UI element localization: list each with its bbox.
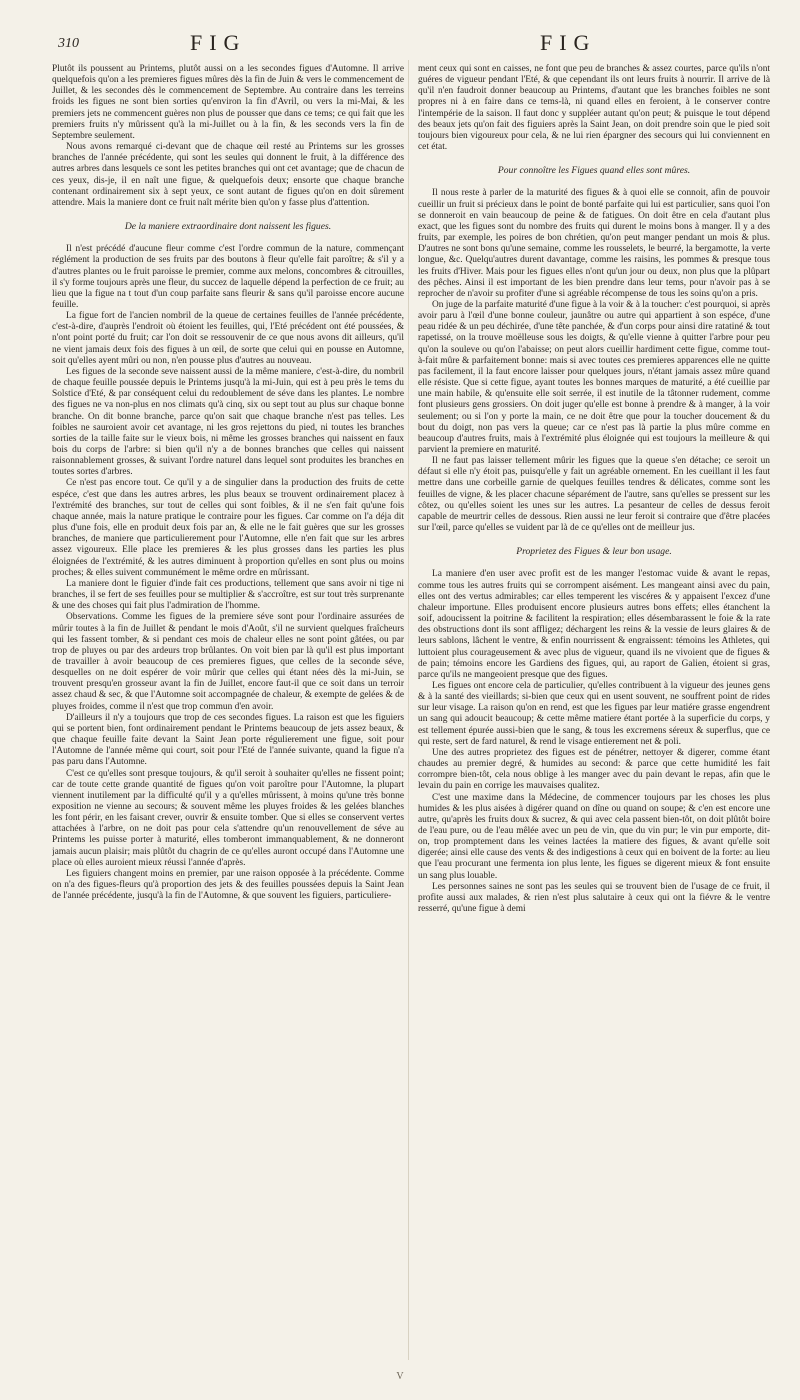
section-heading: Pour connoître les Figues quand elles sont mûres. (497, 165, 691, 177)
paragraph: Les personnes saines ne sont pas les seules qui se trouvent bien de l'usage de ce fruit, il profite aussi aux malades, & rien n'est plus salutaire à ceux qui ont la fiévre & le ventre resserré, qu'une figue à demi (418, 881, 770, 915)
paragraph: Plutôt ils poussent au Printems, plutôt aussi on a les secondes figues d'Automne. Il arrive quelquefois qu'on a les premieres figues mûres dès la fin de Juin & vers le commencement de Juillet, & les secondes dès le commencement de Septembre. Au contraire dans les terreins froids les figues ne sont bien sorties qu'environ la fin d'Avril, ou vers la mi-Mai, & les premiers jets ne commencent guères non plus de pousser que dans ce tems; ce qui fait que les premiers fruits n'y mûrissent qu'à la mi-Juillet ou à la fin, & les seconds vers la fin de Septembre seulement. (52, 64, 404, 141)
paragraph: Il nous reste à parler de la maturité des figues & à quoi elle se connoit, afin de pouvoir cueillir un fruit si précieux dans le point de bonté parfaite qui lui est particulier, sans quoi l'on se donneroit en vain beaucoup de peine & de fatigues. On doit être en cela d'autant plus exact, que les figues sont du nombre des fruits qui durent le moins bons à manger. Il y a des fruits, par exemple, les poires de bon chrétien, qu'on peut manger pendant un mois & plus. D'autres ne sont bons qu'une semaine, comme les rousselets, le beurré, la bergamotte, la verte longue, &c. Quelqu'autres durent davantage, comme les raisins, les pommes & presque tous les fruits d'Hiver. Mais pour les figues elles n'ont qu'un jour ou deux, non plus que la plûpart des pêches. Ainsi il est important de les bien prendre dans leur tems, pour n'avoir pas à se reprocher de n'avoir su profiter d'une si agréable récompense de tous les soins qu'on a pris. (418, 188, 770, 299)
signature-mark: V (396, 1371, 404, 1382)
paragraph: ment ceux qui sont en caisses, ne font que peu de branches & assez courtes, parce qu'ils n'ont guéres de vigueur pendant l'Eté, & que cependant ils ont leurs fruits à nourrir. Il arrive de là qu'il n'en faudroit donner beaucoup au Printems, d'autant que les branches foibles ne sont propres ni à en faire dans ce tems-là, ni quand elles en feroient, à le conserver contre l'intempérie de la saison. Il faut donc y suppléer autant qu'on peut; & puisque le tout dépend des beaux jets qu'on fait des figuiers après la Saint Jean, on doit prendre soin que le pied soit toujours bien vigoureux pour cela, & ne lui rien épargner des secours qui lui conviennent en cet état. (418, 64, 770, 153)
column-divider (408, 60, 409, 1360)
running-title-left: FIG (190, 30, 247, 55)
paragraph: Observations. Comme les figues de la premiere séve sont pour l'ordinaire assurées de mûrir toutes à la fin de Juillet & pendant le mois d'Août, s'il ne survient quelques fraîcheurs qui les fassent tomber, & si pendant ces mois de chaleur elles ne sont point gâtées, ou par trop de pluyes ou par des ardeurs trop brûlantes. On voit bien par là qu'il est plus important de travailler à avoir beaucoup de ces premieres figues, que celles de la seconde séve, desquelles on ne doit espérer de voir mûrir que celles qui étant nées dès la mi-Juin, se trouvent presqu'en grosseur avant la fin de Juillet, encore faut-il que ce soit dans un terroir assez chaud & sec, & que l'Automne soit accompagnée de chaleur, & exempte de gelées & de pluyes froides, comme il n'est que trop commun d'en avoir. (52, 612, 404, 712)
paragraph: Il ne faut pas laisser tellement mûrir les figues que la queue s'en détache; ce seroit un défaut si elle n'y étoit pas, puisqu'elle y fait un agréable ornement. En les cueillant il les faut mettre dans une corbeille garnie de quelques feuilles tendres & délicates, comme sont les feuilles de vigne, & les placer chacune séparément de l'autre, sans qu'elles se pressent sur les côtez, ou qu'elles soient les unes sur les autres. La pesanteur de celles de dessus feroit capable de meurtrir celles de dessous. Rien aussi ne leur feroit si contraire que d'être placées sur l'œil, parce qu'elles se vuident par là de ce qu'elles ont de meilleur jus. (418, 456, 770, 534)
page-number: 310 (58, 36, 79, 51)
paragraph: La maniere dont le figuier d'inde fait ces productions, tellement que sans avoir ni tige ni branches, il se fert de ses feuilles pour se multiplier & s'accroître, est sur tout très surprenante & une des choses qui fait plus l'admiration de l'homme. (52, 578, 404, 612)
section-heading: Proprietez des Figues & leur bon usage. (516, 546, 672, 558)
paragraph: C'est une maxime dans la Médecine, de commencer toujours par les choses les plus humides & les plus aisées à digérer quand on dîne ou quand on soupe; & c'en est encore une autre, qu'après les fruits doux & sucrez, & qui avec cela passent bien-tôt, on doit plûtôt boire de l'eau pure, ou de l'eau mêlée avec un peu de vin, que du vin pur; le vin pur emporte, dit-on, trop promptement dans les veines lactées la matiere des figues, & avant qu'elle soit digerée; ainsi elle cause des vents & des indigestions à ceux qui en boivent de la forte: au lieu que l'eau procurant une fermenta ion plus lente, les figues se digerent mieux & font ensuite un sang plus louable. (418, 792, 770, 881)
paragraph: C'est ce qu'elles sont presque toujours, & qu'il seroit à souhaiter qu'elles ne fissent point; car de toute cette grande quantité de figues qu'on voit paroître pour l'Automne, la plupart viennent inutilement par la difficulté qu'il y a qu'elles mûrissent, à moins qu'une très bonne exposition ne vienne au secours; & souvent même les pluyes froides & les gelées blanches les font périr, en les faisant crever, ouvrir & ensuite tomber. Que si elles se conservent vertes attachées à l'arbre, on ne doit pas pour cela s'attendre qu'un renouvellement de séve au Printems les puisse porter à maturité, elles tomberont immanquablement, & ne donneront jamais aucun plaisir; mais plûtôt du chagrin de ce qu'elles auront occupé dans l'Automne une place où elles auroient mieux réussi l'année d'après. (52, 768, 404, 868)
paragraph: Une des autres proprietez des figues est de pénétrer, nettoyer & digerer, comme étant chaudes au premier degré, & humides au second: & parce que cette humidité les fait corrompre bien-tôt, cela nous oblige à les manger avec du pain devant le repas, afin que le levain du pain en corrige les mauvaises qualitez. (418, 747, 770, 792)
paragraph: D'ailleurs il n'y a toujours que trop de ces secondes figues. La raison est que les figuiers qui se portent bien, font ordinairement pendant le Printems beaucoup de jets assez beaux, & que chaque feuille faite devant la Saint Jean porte régulierement une figue, soit pour l'Automne de l'année même qui court, soit pour l'Eté de l'année suivante, quand la figue n'a pas paru dans l'Automne. (52, 712, 404, 768)
page-header (40, 30, 760, 60)
section-heading: De la maniere extraordinaire dont naissent les figues. (124, 221, 332, 233)
right-column (418, 64, 770, 1364)
paragraph: La figue fort de l'ancien nombril de la queue de certaines feuilles de l'année précédente, c'est-à-dire, d'auprès l'endroit où étoient les feuilles, qui, l'Eté précédent ont été poussées, & n'ont point porté du fruit; car l'on doit se ressouvenir de ce que nous avons dit ailleurs, qu'il ne vient jamais deux fois des figues à un œil, de sorte que celui qui en pousse en Automne, soit qu'elles ayent mûri ou non, n'en pousse plus d'autres au nouveau. (52, 311, 404, 366)
paragraph: Les figuiers changent moins en premier, par une raison opposée à la précédente. Comme on n'a des figues-fleurs qu'à proportion des jets & des feuilles poussées depuis la Saint Jean de l'année précédente, jusqu'à la fin de l'Automne, & que souvent les figuiers, particuliere- (52, 868, 404, 902)
running-title-right: FIG (540, 30, 597, 55)
left-column (52, 64, 404, 1364)
paragraph: Ce n'est pas encore tout. Ce qu'il y a de singulier dans la production des fruits de cette espéce, c'est que dans les autres arbres, les plus beaux se trouvent ordinairement placez à l'extrémité des branches, sur tout de celles qui sont foibles, & il ne s'en fait qu'une fois chaque année, mais la nature pratique le contraire pour les figues. Car comme on l'a déja dit plus d'une fois, elle en produit deux fois par an, & elle ne le fait guères que sur les grosses branches, de maniere que particulierement pour l'Automne, elle n'en fait que sur les arbres assez vigoureux. Elle place les premieres & les plus grosses dans les parties les plus éloignées de l'extrémité, & les autres diminuent à proportion qu'elles en sont plus ou moins proches; & elles suivent communément le même ordre en mûrissant. (52, 478, 404, 578)
paragraph: On juge de la parfaite maturité d'une figue à la voir & à la toucher: c'est pourquoi, si après avoir paru à l'œil d'une bonne couleur, jaunâtre ou autre qui appartient à son espéce, d'une peau ridée & un peu déchirée, d'une tête panchée, & d'un corps pour ainsi dire ratatiné & tout rapetissé, on la trouve moëlleuse sous les doigts, & qu'elle vienne à quitter l'arbre pour peu qu'on la souleve ou qu'on l'abaisse; on peut alors cueillir hardiment cette figue, comme tout-à-fait mûre & parfaitement bonne: mais si avec toutes ces premieres apparences elle ne quitte pas facilement, il la faut encore laisser pour quelques jours, n'étant jamais assez mûre quand elle résiste. Que si cette figue, ayant toutes les bonnes marques de maturité, a été cueillie par une main habile, & qu'ensuite elle soit serrée, il est inutile de la tâtonner rudement, comme font plusieurs gens grossiers. On doit juger qu'elle est bonne à prendre & à manger, à la voir seulement; ou si l'on y porte la main, ce ne doit être que pour la toucher doucement & du bout du doigt, non pas vers la queue; car ce n'est pas là partie la plus mûre comme en beaucoup d'autres fruits, mais à l'extrémité plus éloignée qui est toujours la meilleure & qui parvient la premiere en maturité. (418, 299, 770, 455)
paragraph: Il n'est précédé d'aucune fleur comme c'est l'ordre commun de la nature, commençant réglément la production de ses fruits par des boutons à fleur qu'elle fait paroître; & s'il y a d'autres plantes ou le fruit paroisse le premier, comme aux melons, concombres & citrouilles, il s'y forme toujours après une fleur, du succez de laquelle dépend la perfection de ce fruit; au lieu que la figue na t tout d'un coup parfaite sans fleurir & sans qu'il paroisse encore aucune feuille. (52, 244, 404, 310)
paragraph: Nous avons remarqué ci-devant que de chaque œil resté au Printems sur les grosses branches de l'année précédente, qui sont les seules qui donnent le fruit, à la différence des autres arbres dans lesquels ce sont les petites branches qui ont cet avantage; que de chacun de ces yeux, dis-je, il en naît une figue, & quelquefois deux; ensorte que chaque branche contenant ordinairement six à sept yeux, ce sont autant de figues qu'on en doit sûrement attendre. Mais la maniere dont ce fruit naît mérite bien qu'on y fasse plus d'attention. (52, 142, 404, 208)
paragraph: La maniere d'en user avec profit est de les manger l'estomac vuide & avant le repas, comme tous les autres fruits qui se corrompent aisément. Les mangeant ainsi avec du pain, elles ont des vertus admirables; car elles temperent les viscéres & y appaisent l'excez d'une chaleur importune. Elles produisent encore plusieurs autres bons effets; elles étanchent la soif, adoucissent la poitrine & facilitent la respiration; elles désembarassent le foie & la rate des obstructions dont ils sont affligez; déchargent les reins & la vessie de leurs glaires & de leurs sablons, lâchent le ventre, & enfin nourrissent & engraissent: témoins les Athletes, qui luttoient plus courageusement & avec plus de vigueur, quand ils ne vivoient que de figues & de pain; témoins encore les Gardiens des figues, qui, au raport de Galien, étoient si gras, parce qu'ils ne mangeoient presque que des figues. (418, 569, 770, 680)
paragraph: Les figues ont encore cela de particulier, qu'elles contribuent à la vigueur des jeunes gens & à la santé des vieillards; si-bien que ceux qui en usent souvent, ne souffrent point de rides sur leur visage. La raison qu'on en rend, est que les figues par leur matiére grasse engendrent un sang qui adoucit beaucoup; & cette même matiere étant portée à la superficie du corps, y est tellement épurée aussi-bien que le sang, & tous les excremens séreux & superflus, que ce qui reste, sert de fard naturel, & rend le visage entierement net & poli. (418, 680, 770, 747)
paragraph: Les figues de la seconde seve naissent aussi de la même maniere, c'est-à-dire, du nombril de chaque feuille poussée depuis le Printems jusqu'à la mi-Juin, qui est à peu près le tems du Solstice d'Eté, & par conséquent celui du redoublement de séve dans les plantes. Le nombre des figues ne va non-plus en nos climats qu'à cinq, six ou sept tout au plus sur chaque bonne branche. On dit bonne branche, parce qu'on sait que chaque branche n'est pas telles. Les foibles ne sauroient avoir cet avantage, ni les gros rejettons du pied, ni toutes les branches sorties de la taille faite sur le vieux bois, ni même les grosses branches qui naissent en faux bois du corps de l'arbre: si bien qu'il n'y a de bonnes branches que celles qui naissent raisonnablement grosses, & suivant l'ordre naturel dans lequel sont produites les branches en toutes sortes d'arbres. (52, 366, 404, 478)
